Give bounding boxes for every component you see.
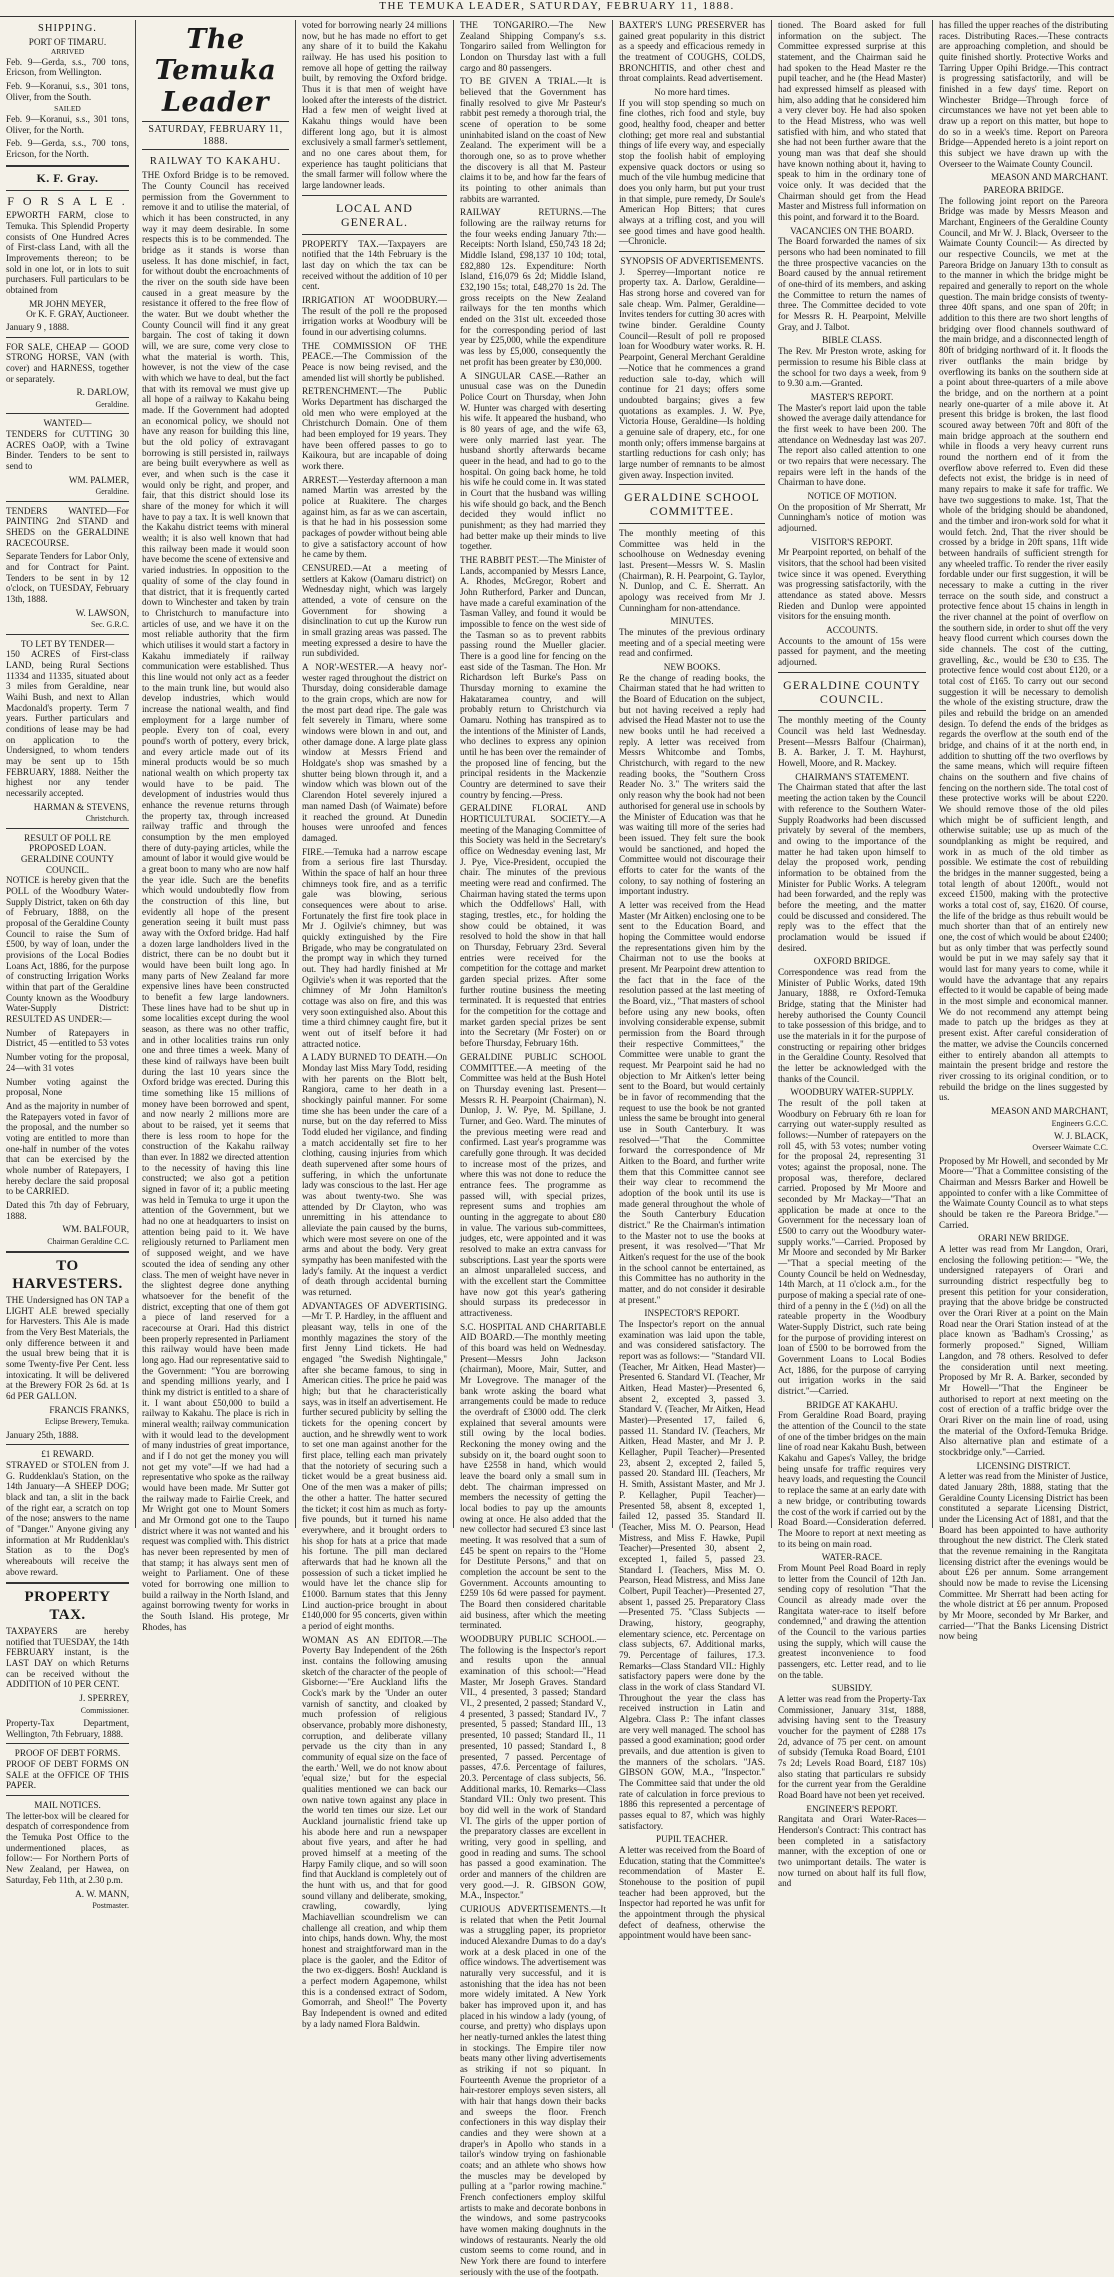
report-paragraph: Re the change of reading books, the Chairman stated that he had written to the Board of Education on the subject, but not having received a reply had advised the Head Master not to use the new books until he had received a reply. A letter was received from Messrs Whitcombe and Tombs, Christchurch, with regard to the new reading books, the "Southern Cross Reader No. 3." The writers said the only reason why the book had not been authorised for general use in schools by the Minister of Education was that he was waiting till more of the series had been issued. They felt sure the book would be sanctioned, and hoped the Committee would not discourage their efforts to cater for the wants of the colony, to say nothing of fostering an important industry. [619, 672, 765, 897]
subheading: LICENSING DISTRICT. [976, 1460, 1071, 1471]
report-paragraph: Rangitata and Orari Water-Races—Henderson's Contract: This contract has been completed in a satisfactory manner, with the exception of one or two unimportant details. The water is now turned on about half its full flow, and [778, 1814, 926, 1889]
property-tax-body: TAXPAYERS are hereby notified that TUESDAY, the 14th FEBRUARY instant, is the LAST DAY on which Returns can be received without the ADDITION of 10 PER CENT. [6, 1626, 129, 1690]
news-item: RAILWAY RETURNS.—The following are the railway returns for the four weeks ending January 7th:—Receipts: North Island, £50,743 18 2d; Middle Island, £98,137 10 10d; total, £82,880 12s. Expenditure: North Island, £16,079 6s 2d; Middle Island, £32,190 15s; total, £48,270 1s 2d. The gross receipts on the New Zealand railways for the ten months which ended on the 31st ult. exceeded those for the corresponding period of last year by £25,000, while the expenditure was less by £5,000, consequently the net profit has been greater by £30,000. [460, 207, 606, 367]
horse-sale-signature: R. DARLOW, [76, 387, 129, 398]
news-item: PROPERTY TAX.—Taxpayers are notified that the 14th February is the last day on which the tax can be received without the addition of 10 per cent. [302, 238, 447, 292]
divider [6, 1582, 129, 1584]
news-item: ARREST.—Yesterday afternoon a man named Martin was arrested by the police at Ruakitere. The charges against him, as far as we can ascertain, is that he had in his possession some packages of powder without being able to give a satisfactory account of how he came by them. [302, 474, 447, 560]
harvesters-signature: FRANCIS FRANKS, [49, 1404, 129, 1415]
property-tax-place: Property-Tax Department, Wellington, 7th February, 1888. [6, 1718, 129, 1739]
column-council-continued [933, 20, 1114, 1642]
for-sale-auctioneer: Or K. F. GRAY, Auctioneer. [26, 309, 129, 320]
painting-tender-role: Sec. G.R.C. [91, 620, 129, 630]
arrival-entry: Feb. 9—Gerda, s.s., 700 tons, Ericson, from Wellington. [6, 56, 129, 78]
news-item: BAXTER'S LUNG PRESERVER has gained great popularity in this district as a speedy and efficacious remedy in the treatment of COUGHS, COLDS, BRONCHITIS, and other chest and throat complaints. Read advertisement. [619, 20, 765, 84]
painting-tender-signature: W. LAWSON, [75, 607, 129, 618]
poll-result: Number of Ratepayers in District, 45 —entitled to 53 votes [6, 1027, 129, 1049]
report-paragraph: A letter was read from the Property-Tax Commissioner, January 31st, 1888, advising having sent to the Treasury voucher for the payment of £288 17s 2d, advance of 75 per cent. on amount of subsidy (Temuka Road Board, £101 7s 2d; Levels Road Board, £187 10s) also stating that particulars re subsidy for the current year from the Geraldine Road Board have not been yet received. [778, 1693, 926, 1800]
divider [6, 190, 129, 191]
to-let-place: Christchurch. [85, 814, 129, 824]
mail-notices-body: The letter-box will be cleared for despatch of correspondence from the Temuka Post Office to the undermentioned places, as follow:— For Northern Ports of New Zealand, per Hawea, on Saturday, Feb 11th, at 2.30 p.m. [6, 1810, 129, 1885]
report-paragraph: The Master's report laid upon the table showed the average daily attendance for the first week to have been 200. The attendance on Wednesday last was 207. The report also called attention to one or two repairs that were necessary. The repairs were left in the hands of the Chairman to have done. [778, 402, 926, 488]
news-item: A LADY BURNED TO DEATH.—On Monday last Miss Mary Todd, residing with her parents on the Blott belt, Rangiora, came to her death in a shockingly painful manner. For some time she has been under the care of a nurse, but on the day referred to Miss Todd eluded her vigilance, and finding a match accidentally set fire to her clothing, causing injuries from which death supervened after some hours of suffering, in which the unfortunate lady was conscious to the last. Her age was about twenty-two. She was attended by Dr Clayton, who was unremitting in his attendance to alleviate the pain caused by the burns, which were most severe on one of the arms and about the body. Very great sympathy has been manifested with the lady's family. At the inquest a verdict of death through accidental burning was returned. [302, 1052, 447, 1298]
report-paragraph: A letter was read from the Minister of Justice, dated January 28th, 1888, stating that the Geraldine County Licensing District has been constituted a separate Licensing District, under the Licensing Act of 1881, and that the Board has been appointed to have authority throughout the new district. The Clerk stated that the revenue remaining in the Rangitata licensing district after the evenings would be about £26 per annum. Some arrangement should now be made to revise the Licensing Committee. Mr Sherratt had been acting for the whole district at £6 per annum. Proposed by Mr Moore, seconded by Mr Barker, and carried—"That the Banks Licensing District now being [939, 1471, 1108, 1642]
subheading: PUPIL TEACHER. [656, 1834, 728, 1845]
property-tax-heading: PROPERTY TAX. [24, 1589, 111, 1623]
editorial-continuation: voted for borrowing nearly 24 millions now, but he has made no effort to get any share of it to build the Kakahu railway. He has used his position to remove all hope of getting the railway built, by removing the Oxford bridge. Thus it is that men of weight have looked after the interests of the district. Had a few men of weight lived at Kakahu things would have been different long ago, but it is almost exclusively a small farmer's settlement, and no one cares about them, for experience has taught politicians that the small farmer will follow where the large landowner leads. [302, 20, 447, 191]
divider [6, 1795, 129, 1796]
wanted-heading: WANTED— [43, 418, 92, 429]
divider [302, 234, 447, 235]
report-paragraph: On the proposition of Mr Sherratt, Mr Cunningham's notice of motion was adjourned. [778, 501, 926, 533]
report-paragraph: The monthly meeting of the County Council was held last Wednesday. Present—Messrs Balfour (Chairman), B. A. Barker, J. T. M. Hayhurst, Howell, Moore, and R. Mackey. [778, 715, 926, 769]
school-committee-heading: GERALDINE SCHOOL COMMITTEE. [624, 490, 760, 519]
subheading: OXFORD BRIDGE. [813, 956, 891, 967]
news-item: S.C. HOSPITAL AND CHARITABLE AID BOARD.—The monthly meeting of this board was held on Wednesday. Present—Messrs John Jackson (chairman), Moore, Mair, Sutter, and Mr Lovegrove. The manager of the bank wrote asking the board what arrangements could be made to reduce the overdraft of £3000 odd. The clerk explained that several amounts were still owing by the local bodies. Reckoning the money owing and the subsidy on it, the board ought soon to have £2558 in hand, which would leave the board only a small sum in debt. The chairman impressed on members the necessity of getting the local bodies to pay up the amounts owing at once. He also added that the new collector had secured £3 since last meeting. It was resolved that a sum of £45 be spent on repairs to the "Home for Destitute Persons," and that on completion the account be sent to the Government. Accounts amounting to £259 10s 6d were passed for payment. The Board then considered charitable aid business, after which the meeting terminated. [460, 1321, 606, 1631]
engineers-role: Engineers G.C.C. [1051, 1118, 1108, 1128]
subheading: WATER-RACE. [821, 1552, 883, 1563]
sailing-entry: Feb. 9—Gerda, s.s., 700 tons, Ericson, for the North. [6, 138, 129, 159]
news-item: IRRIGATION AT WOODBURY.—The result of the poll re the proposed irrigation works at Woodbury will be found in our advertising columns. [302, 294, 447, 337]
subheading: NOTICE OF MOTION. [807, 490, 897, 501]
masthead: THE TEMUKA LEADER, SATURDAY, FEBRUARY 11, 1888. [0, 0, 1114, 17]
news-item: CURIOUS ADVERTISEMENTS.—It is related that when the Petit Journal was a struggling paper, its proprietor induced Alexandre Dumas to do a day's work at a desk placed in one of the office windows. The advertisement was naturally very successful, and it is astonishing that the idea has not been more widely imitated. A New York baker has improved upon it, and has placed in his window a lady (young, of course, and pretty) who displays upon her neatly-turned ankles the latest thing in stockings. The Empire tiler now beats many other living advertisements as striking if not so piquant. In Fourteenth Avenue the proprietor of a hair-restorer employs seven sisters, all with hair that hangs down their backs and sweeps the floor. French confectioners in this way display their candies and they were shown at a draper's in Apollo who stands in a tailor's window trying on fashionable coats; and an athlete who shows how the muscles may be developed by pulling at a "parlor rowing machine." French confectioners employ skilful artists to make and decorate bonbons in the windows, and some pastrycooks have women making doughnuts in the windows of restaurants. Nearly the old custom seems to come round, and in New York there are found to interfere seriously with the use of the footpath. [460, 1903, 606, 2277]
subheading: ENGINEER'S REPORT. [806, 1803, 898, 1814]
horse-sale-place: Geraldine. [95, 400, 129, 410]
column-local-news [296, 20, 453, 2029]
horse-sale-ad: FOR SALE, CHEAP — GOOD STRONG HORSE, VAN (with cover) and HARNESS, together or separately. [6, 341, 129, 384]
news-item: TO BE GIVEN A TRIAL.—It is believed that the Government has finally resolved to give Mr Pasteur's rabbit pest remedy a thorough trial, the scene of operation to be some uninhabited island on the coast of New Zealand. The experiment will be a thorough one, so as to prove whether the discovery is all that M. Pasteur claims it to be, and how far the fears of its pointing to other animals than rabbits are warranted. [460, 76, 606, 204]
news-item: GERALDINE PUBLIC SCHOOL COMMITTEE.—A meeting of the Committee was held at the Bush Hotel on Thursday evening last. Present—Messrs R. H. Pearpoint (Chairman), N. Dunlop, J. W. Pye, M. Spillane, J. Turner, and Geo. Ward. The minutes of the previous meeting were read and confirmed. Last year's programme was carefully gone through. It was decided to increase most of the prizes, and where this was not done to reduce the entrance fees. The programme as passed will, with special prizes, represent sums and trophies am ounting in the aggregate to about £80 in value. The various sub-committees, judges, etc, were appointed and it was resolved to make an extra canvass for subscriptions. Last year the sports were an almost unparalleled success, and with the excellent start the Committee have now got this year's gathering should surpass its predecessor in attractiveness. [460, 1051, 606, 1318]
divider [619, 484, 765, 485]
news-item: CENSURED.—At a meeting of settlers at Kakow (Oamaru district) on Wednesday night, which was largely attended, a vote of censure on the Government for showing a disinclination to cut up the Kurow run in small grazing areas was passed. The meeting expressed a desire to have the run subdivided. [302, 563, 447, 659]
report-paragraph: A letter was received from the Head Master (Mr Aitken) enclosing one to be sent to the Education Board, and hoping the Committee would endorse the representations given him by the Chairman not to use the books at present. Mr Pearpoint drew attention to the fact that in the face of the resolution passed at the last meeting of the Board, viz., "That masters of school before using any new books, often involving considerable expense, submit permission from the Board through their respective Committees," the Committee were unable to grant the request. Mr Pearpoint said he had no objection to Mr Aitken's letter being sent to the Board, but would certainly be in favor of recommending that the request to use the book be not granted unless the same be brought into general use in South Canterbury. It was resolved—"That the Committee forward the correspondence of Mr Aitken to the Board, and further write them that this Committee cannot see their way clear to recommend the adoption of the book until its use is made general throughout the whole of the South Canterbury Education district." Re the Chairman's intimation to the Master not to use the books at present, it was resolved—"That Mr Aitken's request for the use of the book in the school cannot be entertained, as this Committee has no authority in the matter, and do not consider it desirable at present." [619, 899, 765, 1305]
property-tax-role: Commissioner. [80, 1705, 129, 1715]
for-sale-contact: MR JOHN MEYER, [29, 298, 106, 309]
column-school-committee [613, 20, 771, 1941]
subheading: CHAIRMAN'S STATEMENT. [795, 771, 909, 782]
local-general-heading: LOCAL AND GENERAL. [336, 200, 413, 229]
arrived-label: ARRIVED [50, 46, 85, 56]
editorial-body: THE Oxford Bridge is to be removed. The County Council has received permission from the Government to remove it and to utilise the material, of which it has been constructed, in any way it may deem desirable. In some respects this is to be commended. The bridge as it stands is worse than useless. It has done mischief, in fact, for without doubt the encroachments of the river on the south side have been caused in a great measure by the resistance it offered to the free flow of the water. But we doubt whether the County Council will find it any great bargain. The cost of taking it down will, we are sure, come very close to what the material is worth. This, however, is not the view of the case with which we have to deal, but the fact that with its removal we must give up all hope of a railway to Kakahu being made. If the Government had adopted an economical policy, we should not have any reason for building this line, but the old policy of extravagant borrowing is still persisted in, railways are being built everywhere as well as ever, and when such is the case it would only be right, and proper, and fair, that this district should lose its share of the money for which it will have to pay a tax. It is well known that the Kakahu district teems with mineral wealth; it is also well known that had this railway been made it would soon have become the scene of extensive and varied industries. In opposition to the quality of some of the clay found in that district, that it is frequently carted down to Winchester and taken by train to Christchurch to manufacture into articles of use, and we have it on the most reliable authority that the firm which utilises it would start a factory in Kakahu immediately if railway communication were established. Thus this line would not only act as a feeder to the main trunk line, but would also develop industries, which would increase the national wealth, and find employment for a large number of people. Every ton of coal, every pound's worth of pottery, every brick, and every article made out of its mineral products would be so much national wealth on which property tax would have to be paid. The development of industries would thus enhance the revenue returns through the property tax, through increased railway traffic and through the consumption by the men employed there of duty-paying articles, while the amount of labor it would give would be a great boon to many who are now half the year idle. Such are the benefits which would undoubtedly flow from the construction of this line, but evidently all hope of the present generation seeing it built must pass away with the Oxford bridge. Had half a dozen large landholders lived in the district, there can be no doubt but it would have been built long ago. In many parts of New Zealand far more expensive lines have been constructed to benefit a few large landowners. These lines have had to be shut up in some localities except during the wool season, as there was no other traffic, and in other localities trains run only one and three times a week. Many of these kind of railways have been built during the last 10 years since the Oxford bridge was erected. During this time something like 15 millions of money have been borrowed and spent, and now nearly 2 millions more are about to be raised, yet it seems that there is less room to hope for the construction of the Kakahu railway than ever. In 1882 we directed attention to the necessity of having this line constructed; we also got a petition signed in favor of it; a public meeting was held in Temuka to urge it upon the attention of the Government, but we had no one at headquarters to insist on attention being paid to it. We have religiously returned to Parliament men of supposed weight, and we have scouted the idea of sending any other class. The men of weight have never in the slightest degree done anything whatsoever for the benefit of the district, excepting that one of them got a piece of land reserved for a racecourse at Orari. Had this district been properly represented in Parliament this railway would have been made long ago. Had our representative said to the Government: "You are borrowing and spending millions yearly, and I think my district is entitled to a share of it. I want about £50,000 to build a railway to Kakahu. The place is rich in mineral wealth; railway communication with it would lead to the development of many industries of great importance, and if I do not get the money you will not get my vote"—If we had had a representative who spoke as the railway would have been made. Mr Sutter got the railway made to Fairlie Creek, and Mr Wright got one to Mount Somers and Mr Ormond got one to the Taupo district where it was not wanted and his request was complied with. This district has never been represented by men of that stamp; it has always sent men of weight to Parliament. One of these voted for borrowing one million to build a railway in the North Island, and against borrowing twenty for works in the South Island. His protege, Mr Rhodes, has [142, 170, 289, 1632]
subheading: VISITOR'S REPORT. [811, 536, 893, 547]
engineers-signature: MEASON AND MARCHANT, [991, 1105, 1108, 1116]
property-tax-signature: J. SPERREY, [79, 1693, 129, 1704]
news-item: If you will stop spending so much on fine clothes, rich food and style, buy good, healthy food, cheaper and better clothing; get more real and substantial things of life every way, and especially stop the foolish habit of employing expensive quack doctors or using so much of the vile humbug medicine that does you only harm, but put your trust in that simple, pure remedy, Dr Soule's American Hop Bitters; that cures always at a trifling cost, and you will see good times and have good health.—Chronicle. [619, 97, 765, 247]
kf-gray-banner: K. F. Gray. [36, 170, 99, 185]
subheading: MASTER'S REPORT. [810, 391, 894, 402]
report-paragraph: The Chairman stated that after the last meeting the action taken by the Council with reference to the Southern Water-Supply Roadworks had been discussed privately by several of the members, and owing to the importance of the matter he had taken upon himself to delay the proposed work, pending information to be obtained from the Minister for Public Works. A telegram had been forwarded, and the reply was before the meeting, and the matter could be discussed and considered. The reply was to the effect that the proclamation would be issued if desired. [778, 782, 926, 953]
subheading: BRIDGE AT KAKAHU. [806, 1399, 898, 1410]
divider [6, 165, 129, 167]
news-item: A NOR'-WESTER.—A heavy nor'-wester raged throughout the district on Thursday, doing considerable damage to the grain crops, which are now for the most part dead ripe. The gale was felt severely in Timaru, where some windows were blown in and out, and other damage done. A large plate glass window at Messrs Friend and Holdgate's shop was smashed by a shutter being blown through it, and a window which was blown out of the Clarendon Hotel severely injured a man named Dash (of Waimate) before it reached the ground. At Dunedin houses were unroofed and fences damaged. [302, 662, 447, 843]
divider [6, 1743, 129, 1744]
subheading: PAREORA BRIDGE. [983, 185, 1064, 196]
poll-role: Chairman Geraldine C.C. [47, 1236, 129, 1246]
divider [6, 1444, 129, 1445]
painting-tender-heading: TENDERS WANTED—For PAINTING 2nd STAND and SHEDS on the GERALDINE RACECOURSE. [6, 505, 129, 548]
subheading: WOODBURY WATER-SUPPLY. [790, 1087, 914, 1098]
report-paragraph: tioned. The Board asked for full information on the subject. The Committee expressed surprise at this statement, and the Chairman said he had spoken to the Head Master re the pupil teacher, and he (the Head Master) had expressed himself as pleased with him, also adding that he considered him a very clever boy. He had also spoken to the Head Mistress, who was well satisfied with him, and who stated that she had not been further aware that the young man was that deaf she should have known nothing about it, having to speak to him in the ordinary tone of voice only. It was decided that the Chairman should get from the Head Master and Mistress full information on this point, and forward it to the Board. [778, 20, 926, 223]
sailed-label: SAILED [54, 104, 81, 114]
harvesters-body: THE Undersigned has ON TAP a LIGHT ALE brewed specially for Harvesters. This Ale is made from the Very Best Materials, the only difference between it and the usual brew being that it is some Twenty-five Per Cent. less intoxicating. It will be delivered at the Brewery FOR 2s 6d. at 1s 6d PER GALLON. [6, 1294, 129, 1401]
painting-tender-body: Separate Tenders for Labor Only, and for Contract for Paint. Tenders to be sent in by 12 o'clock, on TUESDAY, February 13th, 1888. [6, 551, 129, 605]
poll-date: Dated this 7th day of February, 1888. [6, 1199, 129, 1221]
news-item: FIRE.—Temuka had a narrow escape from a serious fire last Thursday. Within the space of half an hour three chimneys took fire, and as a terrific gale was blowing, serious consequences were about to arise. Fortunately the first fire took place in Mr J. Ogilvie's chimney, but was quickly extinguished by the Fire Brigade, who may be congratulated on the prompt way in which they turned out. They had hardly finished at Mr Ogilvie's when it was reported that the chimney of Mr John Hamilton's cottage was also on fire, and this was very soon extinguished also. About this time a third chimney caught fire, but it went out of itself before it had attracted notice. [302, 846, 447, 1049]
report-paragraph: From Mount Peel Road Board in reply to letter from the Council of 12th Jan. sending copy of resolution "That the Council as already made over the Rangitata water-race to itself before condemned," and drawing the attention of the Council to the various parties using the supply, which will cause the greatest inconvenience to food passengers, etc. Letter read, and to lie on the table. [778, 1562, 926, 1680]
report-paragraph: From Geraldine Road Board, praying the attention of the Council to the state of one of the timber bridges on the main line of road near Kakahu Bush, between Kakahu and Gapes's Valley, the bridge being unsafe for traffic requires very heavy loads, and requesting the Council to replace the same at an early date with a new bridge, or contributing towards the cost of the work if carried out by the Road Board.—Consideration deferred. The Moore to report at next meeting as to its being on main road. [778, 1410, 926, 1549]
wanted-place: Geraldine. [95, 487, 129, 497]
poll-declaration: And as the majority in number of the Ratepayers voted in favor of the proposal, and the number so voting are entitled to more than one-half in number of the votes that can be exercised by the whole number of Ratepayers, I hereby declare the said proposal to be CARRIED. [6, 1100, 129, 1197]
report-paragraph: Mr Pearpoint reported, on behalf of the visitors, that the school had been visited twice since it was opened. Everything was progressing satisfactorily, with the attendance as stated above. Messrs Rieden and Dunlop were appointed visitors for the ensuing month. [778, 547, 926, 622]
overseer-role: Overseer Waimate C.C. [1032, 1143, 1108, 1153]
poll-signature: WM. BALFOUR, [62, 1224, 129, 1235]
divider [619, 251, 765, 252]
mail-notices-signature: A. W. MANN, [75, 1888, 129, 1899]
poll-result: Number voting against the proposal, None [6, 1076, 129, 1098]
reward-heading: £1 REWARD. [41, 1449, 94, 1460]
editorial-heading: RAILWAY TO KAKAHU. [149, 156, 282, 168]
subheading: NEW BOOKS. [663, 662, 721, 673]
county-council-heading: GERALDINE COUNTY COUNCIL. [783, 677, 921, 706]
arrival-entry: Feb. 9—Koranui, s.s., 301 tons, Oliver, from the South. [6, 80, 129, 102]
report-paragraph: Accounts to the amount of 15s were passed for payment, and the meeting adjourned. [778, 635, 926, 667]
column-county-council [772, 20, 932, 1889]
news-item: No more hard times. [654, 87, 730, 98]
column-advertisements [0, 20, 135, 1911]
report-paragraph: The monthly meeting of this Committee was held in the schoolhouse on Wednesday evening last. Present—Messrs W. S. Maslin (Chairman), R. H. Pearpoint, G. Taylor, N. Dunlop, and C. E. Sherratt. An apology was received from Mr J. Cunningham for non-attendance. [619, 528, 765, 613]
paper-title: The Temuka Leader [154, 24, 277, 118]
divider [6, 634, 129, 635]
mail-notices-heading: MAIL NOTICES. [34, 1800, 101, 1811]
divider [619, 523, 765, 524]
report-paragraph: The Board forwarded the names of six persons who had been nominated to fill the three prospective vacancies on the Board caused by the annual retirement of one-third of its members, and asking the Committee to return the names of three. The Committee decided to vote for Messrs R. H. Pearpoint, Melville Gray, and J. Talbot. [778, 236, 926, 332]
divider [6, 501, 129, 502]
report-paragraph: The Rev. Mr Preston wrote, asking for permission to resume his Bible class at the school for two days a week, from 9 to 9.30 a.m.—Granted. [778, 346, 926, 389]
report-paragraph: Correspondence was read from the Minister of Public Works, dated 19th January, 1888, re Oxford-Temuka Bridge, stating that the Minister had hereby authorised the County Council to take possession of this bridge, and to use the materials in it for the purpose of constructing or repairing other bridges in the Geraldine County. Resolved that the letter be acknowledged with the thanks of the Council. [778, 966, 926, 1084]
report-paragraph: Proposed by Mr Howell, and seconded by Mr Moore—"That a Committee consisting of the Chairman and Messrs Barker and Howell be appointed to confer with a like Committee of the Waimate County Council as to what steps should be taken re the Pareora Bridge."—Carried. [939, 1155, 1108, 1230]
debt-forms-heading: PROOF OF DEBT FORMS. [14, 1748, 121, 1759]
harvesters-place: Eclipse Brewery, Temuka. [44, 1417, 129, 1427]
to-let-signature: HARMAN & STEVENS, [33, 801, 129, 812]
harvesters-date: January 25th, 1888. [6, 1429, 79, 1440]
wanted-signature: WM. PALMER, [68, 474, 129, 485]
shipping-heading: SHIPPING. [38, 23, 97, 34]
news-item: WOODBURY PUBLIC SCHOOL.—The following is the Inspector's report and results upon the annual examination of this school:—"Head Master, Mr Joseph Graves. Standard VII., 4 presented, 3 passed; Standard VI., 2 presented, 2 passed; Standard V., 4 presented, 3 passed; Standard IV., 7 presented, 5 passed; Standard III., 13 presented, 10 passed; Standard II., 11 presented, 10 passed; Standard I., 8 presented, 7 passed. Percentage of passes, 47.6. Percentage of failures, 20.3. Percentage of class subjects, 56. Additional marks, 10. Remarks—Class Standard VII.: Only two present. This boy did well in the work of Standard VI. The girls of the upper portion of the preparatory classes are excellent in writing, very good in spelling, and good in reading and sums. The school has passed a good examination. The order and manners of the children are very good.—J. R. GIBSON GOW, M.A., Inspector." [460, 1634, 606, 1901]
poll-subheading: GERALDINE COUNTY COUNCIL. [20, 854, 115, 875]
poll-result: Number voting for the proposal, 24—with 31 votes [6, 1052, 129, 1073]
subheading: VACANCIES ON THE BOARD. [790, 225, 914, 236]
divider [6, 337, 129, 338]
wanted-body: TENDERS for CUTTING 30 ACRES OaOP, with a Twine Binder. Tenders to be sent to send to [6, 429, 129, 472]
report-paragraph: The Inspector's report on the annual examination was laid upon the table, and was considered satisfactory. The report was as follows:— "Standard VII. (Teacher, Mr Aitken, Head Master)—Presented 6. Standard VI. (Teacher, Mr Aitken, Head Master)—Presented 6, absent 2, excepted 3, passed 3. Standard V. (Teacher, Mr Aitken, Head Master)—Presented 17, failed 6, passed 11. Standard IV. (Teachers, Mr Aitken, Head Master, and Mr J. P. Kellagher, Pupil Teacher)—Presented 23, absent 2, excepted 2, failed 5, passed 20. Standard III. (Teachers, Mr H. Smith, Assistant Master, and Mr J. P. Kellagher, Pupil Teacher)—Presented 58, absent 8, excepted 1, failed 12, passed 35. Standard II. (Teacher, Miss M. O. Pearson, Head Mistress, and Miss F. Hawke, Pupil Teacher)—Presented 30, absent 2, excepted 1, failed 5, passed 23. Standard I. (Teachers, Miss M. O. Pearson, Head Mistress, and Miss Jane Colbert, Pupil Teacher)—Presented 27, absent 1, passed 25. Preparatory Class—Presented 75. "Class Subjects — Drawing, history, geography, elementary science, etc. Percentage on class subjects, 67. Additional marks, 79. Percentage of failures, 17.3. Remarks—Class Standard VII.: Highly satisfactory papers were done by the class in the work of class Standard VI. Throughout the year the class has received instruction in Latin and Algebra. Class P.: The infant classes are very well managed. The school has passed a good examination; good order prevails, and due attention is given to the manners of the scholars. "JAS. GIBSON GOW, M.A., "Inspector." The Committee said that under the old rate of calculation in force previous to 1886 this represented a percentage of passes equal to 87, which was highly satisfactory. [619, 1319, 765, 1831]
mail-notices-role: Postmaster. [92, 1901, 129, 1911]
to-let-heading: TO LET BY TENDER— [20, 638, 115, 649]
subheading: BIBLE CLASS. [822, 335, 882, 346]
harvesters-heading: TO HARVESTERS. [12, 1258, 123, 1292]
news-item: A SINGULAR CASE.—Rather an unusual case was on the Dunedin Police Court on Thursday, when John W. Hunter was charged with deserting his wife. It appeared the husband, who is 80 years of age, and the wife 63, were only married last year. The husband shortly afterwards became queer in the head, and had to go to the hospital. On going back home, he told his wife he could come in. It was stated in Court that the husband was willing his wife should go back, and the Bench decided they would inflict no punishment; as they had married they had better make up their minds to live together. [460, 370, 606, 552]
column-editorial [136, 20, 295, 1632]
news-item: THE TONGARIRO.—The New Zealand Shipping Company's s.s. Tongariro sailed from Wellington for London on Thursday last with a full cargo and 80 passengers. [460, 20, 606, 73]
report-paragraph: has filled the upper reaches of the distributing races. Distributing Races.—These contracts are approaching completion, and should be quite finished shortly. Protective Works and Tarring Upper Opihi Bridge.—This contract is progressing satisfactorily, and will be finished in a few days' time. Report on Winchester Bridge—Through force of circumstances we have not yet been able to draw up a report on this matter, but hope to do so in a week's time. Report on Pareora Bridge—Appended hereto is a joint report on this subject we have drawn up with the Overseer to the Waimate County Council. [939, 20, 1108, 169]
subheading: ORARI NEW BRIDGE. [978, 1233, 1069, 1244]
divider [778, 672, 926, 673]
news-item: THE COMMISSION OF THE PEACE.—The Commission of the Peace is now being revised, and the amended list will shortly be published. [302, 340, 447, 383]
poll-body: NOTICE is hereby given that the POLL of the Woodbury Water-Supply District, taken on 6th day of February, 1888, on the proposal of the Geraldine County Council to raise the Sum of £500, by way of loan, under the provisions of the Local Bodies Loans Act, 1886, for the purpose of constructing Irrigation Works within that part of the Geraldine County known as the Woodbury Water-Supply District: RESULTED AS UNDER:— [6, 875, 129, 1025]
divider [6, 413, 129, 414]
dateline: SATURDAY, FEBRUARY 11, 1888. [142, 121, 289, 150]
synopsis-heading: SYNOPSIS OF ADVERTISEMENTS. [620, 256, 764, 267]
subheading: MINUTES. [670, 616, 714, 627]
report-paragraph: The minutes of the previous ordinary meeting and of a special meeting were read and confirmed. [619, 627, 765, 659]
divider [6, 828, 129, 829]
poll-heading: RESULT OF POLL RE PROPOSED LOAN. [24, 832, 111, 854]
news-item: WOMAN AS AN EDITOR.—The Poverty Bay Independent of the 26th inst. contains the following amusing sketch of the character of the people of Gisborne:—"Ere Auckland lifts the Cock's mark by the 'Under an outer varnish of sanctity, and cloaked by much profession of religious observance, probably more dishonesty, corruption, and deliberate villany pervade us the city than in any community of equal size on the face of the earth.' Well, we do not know about 'equal size,' but for the especial qualities mentioned we can back our own native town against any place in the world ten times our size. Let our Auckland journalistic friend take up his abode here and run a newspaper about five years, and after he had proved himself at a meeting of the Harpy Family clique, and so will soon find that Auckland is completely out of the hunt with us, and that for good sound villany and deliberate, smoking, crawling, cowardly, lying Machiavellian scoundrelism we can challenge all creation, and whip them into chips, hands down. Why, the most honest and straightforward man in the place is the gaoler, and the Editor of the two ex-diggers. Bosh! Auckland is a perfect modern Agapemone, whilst this is a condensed extract of Sodom, Gomorrah, and Sheol!" The Poverty Bay Independent is owned and edited by a lady named Flora Baldwin. [302, 1634, 447, 2029]
for-sale-body: EPWORTH FARM, close to Temuka. This Splendid Property consists of One Hundred Acres of First-class Land, with all the Improvements thereon; to be sold in one lot, or in lots to suit purchasers. Full particulars to be obtained from [6, 210, 129, 296]
news-item: ADVANTAGES OF ADVERTISING.—Mr T. P. Hardley, in the affluent and pleasant way, tells in one of the monthly magazines the story of the first Jenny Lind tickets. He had engaged "the Swedish Nightingale," after she became famous, to sing in American cities. The price he paid was high; but that he characteristically says, was in itself an advertisement. He further secured publicity by selling the tickets for the opening concert by auction, and he shrewdly went to work to set one man against another for the first place, telling each man privately that the notoriety of securing such a ticket would be a great business aid. One of the men was a maker of pills; the other a hatter. The hatter secured the ticket; it cost him as much as forty-five pounds, but it turned his name everywhere, and it brought orders to his shop for hats at a price that made his fortune. The pill man declared afterwards that had he known all the possession of such a ticket implied he would have let the chance slip for £1000. Barnum states that this Jenny Lind auction-price brought in about £140,000 for 95 concerts, given within a period of eight months. [302, 1300, 447, 1631]
synopsis-body: J. Sperrey—Important notice re property tax. A. Darlow, Geraldine—Has strong horse and covered van for sale cheap. Wm. Palmer, Geraldine—Invites tenders for cutting 30 acres with twine binder. Geraldine County Council—Result of poll re proposed loan for Woodbury water works. R. H. Pearpoint, General Merchant Geraldine—Notice that he commences a grand reduction sale to-day, which will continue for 21 days; offers some undoubted bargains; gives a few quotations as examples. J. W. Pye, Victoria House, Geraldine—Is holding a genuine sale of drapery, etc., for one month only; offers immense bargains at startling reductions for cash only; has large number of remnants to be almost given away. Inspection invited. [619, 266, 765, 480]
reward-body: STRAYED or STOLEN from J. G. Ruddenklau's Station, on the 14th January—A SHEEP DOG; black and tan, a slit in the back of the right ear, a scratch on top of the nose; answers to the name of "Danger." Anyone giving any information at Mr Ruddenklau's Station as to the Dog's whereabouts will receive the above reward. [6, 1459, 129, 1577]
debt-forms-body: PROOF OF DEBT FORMS ON SALE at the OFFICE OF THIS PAPER. [6, 1759, 129, 1791]
column-news-continued [454, 20, 612, 2277]
report-paragraph: The result of the poll taken at Woodbury on February 6th re loan for carrying out water-supply resulted as follows:—Number of ratepayers on the roll 45, with 53 votes; number voting for the proposal 24, representing 31 votes; against the proposal, none. The proposal was, therefore, declared carried. Proposed by Mr Moore and seconded by Mr Mackay—"That an application be made at once to the Government for the necessary loan of £500 to carry out the Woodbury water-supply works."—Carried. Proposed by Mr Moore and seconded by Mr Barker—"That a special meeting of the County Council be held on Wednesday, 14th March, at 11 o'clock a.m., for the purpose of making a special rate of one-third of a penny in the £ (⅓d) on all the rateable property in the Woodbury Water-Supply District, such rate being for the purpose of providing interest on loan of £500 to be borrowed from the Government Loans to Local Bodies Act, 1886, for the purpose of carrying out irrigation works in the said district."—Carried. [778, 1097, 926, 1397]
divider [6, 1251, 129, 1253]
engineers-signature: MEASON AND MARCHANT. [991, 172, 1108, 183]
divider [778, 710, 926, 711]
overseer-signature: W. J. BLACK, [1053, 1130, 1108, 1141]
report-paragraph: A letter was read from Mr Langdon, Orari, enclosing the following petition:— "We, the undersigned ratepayers of Orari and surrounding district respectfully beg to present this petition for your consideration, praying that the above bridge be constructed over the Orari River at a point on the Main Road near the Orari Station instead of at the place known as 'Badham's Crossing,' as formerly proposed." Signed, William Langdon, and 78 others. Resolved to defer the consideration until next meeting. Proposed by Mr R. A. Barker, seconded by Mr Howell—"That the Engineer be authorised to report at next meeting on the cost of erection of a traffic bridge over the Orari River on the main line of road, using the material of the Oxford-Temuka Bridge. Also alternative plan and estimate of a stockbridge only."—Carried. [939, 1244, 1108, 1457]
to-let-body: 150 ACRES of First-class LAND, being Rural Sections 11334 and 11335, situated about 3 miles from Geraldine, near Waihi Bush, and next to Allan Macdonald's property. Term 7 years. Further particulars and conditions of lease may be had on application to the Undersigned, to whom tenders may be sent up to 15th FEBRUARY, 1888. Neither the highest nor any tender necessarily accepted. [6, 649, 129, 799]
subheading: INSPECTOR'S REPORT. [644, 1308, 740, 1319]
report-paragraph: A letter was received from the Board of Education, stating that the Committee's recommendation of Master E. Stonehouse to the position of pupil teacher had been approved, but the Inspector had reported he was unfit for the appointment through the physical defect of deafness, otherwise the appointment would have been sanc- [619, 1845, 765, 1941]
news-item: THE RABBIT PEST.—The Minister of Lands, accompanied by Messrs Lance, A. Rhodes, McGregor, Robert and John Rutherford, Parker and Duncan, have made a careful examination of the Tasman Valley, and found it would be impossible to fence on the west side of the Tasman so as to prevent rabbits passing round the Mueller glacier. There is a good line for fencing on the east side of the Tasman. The Hon. Mr Richardson left Burke's Pass on Thursday morning to examine the Hakataramea country, and will probably return to Christchurch via Oamaru. Nothing has transpired as to the intentions of the Minister of Lands, who declines to express any opinion until he has been over the remainder of the proposed line of fencing, but the principal residents in the Mackenzie Country are determined to save their country by fencing.—Press. [460, 554, 606, 800]
divider [302, 195, 447, 196]
report-paragraph: The following joint report on the Pareora Bridge was made by Messrs Meason and Marchant, Engineers of the Geraldine County Council, and Mr W. J. Black, Overseer to the Waimate County Council:— As directed by our respective Councils, we met at the Pareora Bridge on January 13th to consult as to the manner in which the bridge might be repaired and generally to report on the whole question. The main bridge consists of twenty-three 40ft spans, and one span of 20ft; in addition to this there are two short lengths of bridging over flood channels southward of the main bridge, and a disconnected length of 80ft of bridging northward of it. It floods the river outflanks the main bridge by overflowing its banks on the southern side at a point about three-quarters of a mile above the bridge, and on the northern at a point nearly one-quarter of a mile above it. At present this bridge is broken, the last flood scoured away between 70ft and 80ft of the main bridge approach at the southern end while in floods a very heavy current runs round the northern end of it from the overflow above referred to. Even did these defects not exist, the bridge is in need of many repairs to make it safe for traffic. We have two suggestions to make. 1st, That the whole of the bridging should be abandoned, and the timber and iron-work sold for what it would fetch. 2nd, That the river should be crossed by a bridge in 20ft spans, 11ft wide between handrails of sufficient strength for any wheeled traffic. To render the river easily fordable under our first suggestion, it will be necessary to make a cutting in the river terrace on the south side, and construct a protective fence about 15 chains in length in the river channel at the point of overflow on the southern side, in order to shut off the very heavy flood current which courses down the side channels. The cost of the cutting, gravelling, &c., would be £30 to £35. The protective fence would cost about £120, or a total cost of £165. To carry out our second suggestion it will be necessary to demolish the whole of the existing structure, draw the piles and rebuild the bridge on an amended design. To defend the ends of the bridges as regards the overflow at the south end of the bridge, and chains of it at the north end, in addition to shutting off the two overflows by the same means, which will require fifteen chains on the southern and five chains of fencing on the northern side. The total cost of these protective works will be about £220. We should remove those of the old piles which might be of sufficient length, and otherwise suitable; use up as much of the soundplanking as might be required, and work in as much of the old timber as possible. We estimate the cost of rebuilding the bridges in the manner suggested, being a total length of about 1200ft., would not exceed £1500, making with the protective works a total cost of, say, £1620. Of course, the life of the bridge as thus rebuilt would be much shorter than that of an entirely new one, the cost of which would be about £2400; but as only timber that was perfectly sound would be put in we may safely say that it would last for many years to come, while it would have the advantage that any repairs effected to it would be capable of being made in the most simple and economical manner. We do not recommend any attempt being made to patch up the bridges as they at present exist. After careful consideration of the matter, we advise the Councils concerned either to entirely abandon all attempts to maintain the present bridge and restore the river crossing to its original condition, or to rebuild the bridge on the lines suggested by us. [939, 195, 1108, 1103]
sailing-entry: Feb. 9—Koranui, s.s., 301 tons, Oliver, for the North. [6, 113, 129, 135]
port-heading: PORT OF TIMARU. [28, 37, 107, 48]
subheading: ACCOUNTS. [826, 624, 878, 635]
news-item: GERALDINE FLORAL AND HORTICULTURAL SOCIETY.—A meeting of the Managing Committee of this Society was held in the Secretary's office on Wednesday evening last, Mr J. Pye, Vice-President, occupied the chair. The minutes of the previous meeting were read and confirmed. The Chairman having stated the terms upon which the Oddfellows' Hall, with staging, trestles, etc., for holding the show could be obtained, it was resolved to hold the show in that hall on Thursday, February 23rd. Several entries were received for the competition for the cottage and market garden special prizes. After some further routine business the meeting terminated. It is requested that entries for the competition for the cottage and market garden special prizes be sent into the Secretary (Mr Foster) on or before Thursday, February 16th. [460, 803, 606, 1049]
for-sale-date: January 9 , 1888. [6, 322, 70, 333]
subheading: SUBSIDY. [831, 1683, 873, 1694]
for-sale-heading: F O R S A L E . [7, 193, 128, 208]
news-item: RETRENCHMENT.—The Public Works Department has discharged the old men who were employed at the Christchurch Domain. One of them had been employed for 19 years. They have been offered passes to go to Kaikoura, but are incapable of doing work there. [302, 386, 447, 471]
